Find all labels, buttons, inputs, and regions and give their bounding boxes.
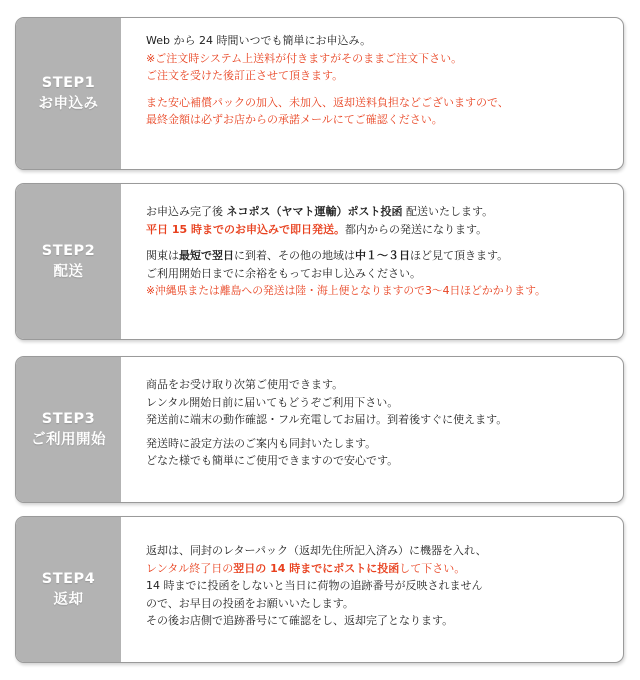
step1-title: お申込み (38, 95, 99, 112)
text-line: その後お店側で追跡番号にて確認をし、返却完了となります。 (146, 614, 454, 627)
step4-title: 返却 (53, 591, 84, 608)
text-line: どなた様でも簡単にご使用できますので安心です。 (146, 454, 399, 467)
step2-number: STEP2 (41, 242, 96, 259)
text-line: また安心補償パックの加入、未加入、返却送料負担などございますので、 (146, 95, 509, 109)
text-line: 14 時までに投函をしないと当日に荷物の追跡番号が反映されません (146, 579, 483, 592)
text-line: 関東は最短で翌日に到着、その他の地域は中１～３日ほど見て頂きます。 (146, 249, 509, 262)
step3-box (15, 356, 624, 503)
text-line: 返却は、同封のレターパック（返却先住所記入済み）に機器を入れ、 (146, 544, 487, 557)
text-line: お申込み完了後 ネコポス（ヤマト運輸）ポスト投函 配送いたします。 (146, 205, 494, 218)
step4-box (15, 516, 624, 663)
step2-content (146, 184, 619, 339)
text-line: レンタル開始日前に届いてもどうぞご利用下さい。 (146, 395, 399, 409)
text-line: ご注文を受けた後訂正させて頂きます。 (146, 69, 344, 82)
text-line: 発送時に設定方法のご案内も同封いたします。 (146, 436, 377, 450)
step3-label (16, 357, 121, 502)
step1-box (15, 17, 624, 170)
text-line: 商品をお受け取り次第ご使用できます。 (146, 378, 344, 391)
text-line: ※ご注文時システム上送料が付きますがそのままご注文下さい。 (146, 51, 463, 65)
step2-title: 配送 (53, 263, 84, 280)
step1-content (146, 18, 619, 169)
step4-label (16, 517, 121, 662)
step2-label (16, 184, 121, 339)
step3-content (146, 357, 619, 502)
step4-number: STEP4 (41, 570, 96, 587)
text-line: レンタル終了日の翌日の 14 時までにポストに投函して下さい。 (146, 561, 466, 575)
step1-number: STEP1 (41, 74, 96, 91)
text-line: ので、お早目の投函をお願いいたします。 (146, 596, 354, 610)
text-line: 発送前に端末の動作確認・フル充電してお届け。到着後すぐに使えます。 (146, 413, 508, 426)
text-line: ※沖縄県または離島への発送は陸・海上便となりますので3～4日ほどかかります。 (146, 284, 546, 297)
text-line: 最終金額は必ずお店からの承諾メールにてご確認ください。 (146, 113, 443, 126)
step1-label (16, 18, 121, 169)
text-line: Web から 24 時間いつでも簡単にお申込み。 (146, 34, 372, 47)
step3-title: ご利用開始 (31, 431, 106, 448)
step3-number: STEP3 (41, 410, 96, 427)
step4-content (146, 517, 619, 662)
step2-box (15, 183, 624, 340)
text-line: 平日 15 時までのお申込みで即日発送。都内からの発送になります。 (146, 222, 488, 236)
text-line: ご利用開始日までに余裕をもってお申し込みください。 (146, 266, 421, 280)
